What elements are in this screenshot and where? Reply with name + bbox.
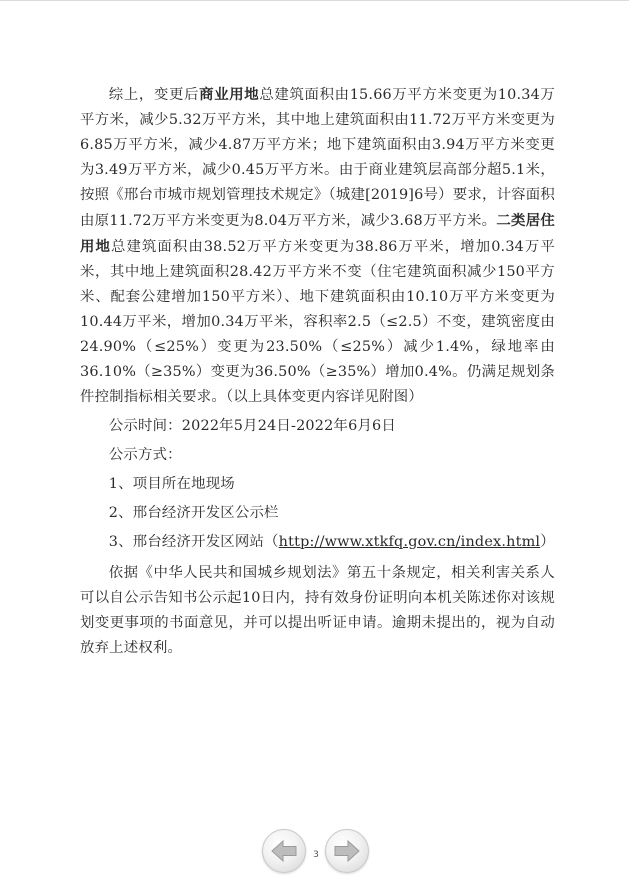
page-number: 3 (313, 850, 319, 860)
summary-text-1: 综上，变更后 (108, 87, 200, 103)
residential-land-term: 二类居住用地 (80, 212, 555, 255)
summary-paragraph (80, 82, 555, 410)
website-link[interactable]: http://www.xtkfq.gov.cn/index.html (278, 534, 541, 550)
notice-method-item: 1、项目所在地现场 (108, 476, 235, 492)
website-prefix: 3、邢台经济开发区网站（ (108, 534, 279, 550)
arrow-left-icon (270, 839, 298, 863)
page-top-border (0, 0, 629, 1)
arrow-right-icon (333, 839, 361, 863)
notice-time: 公示时间：2022年5月24日-2022年6月6日 (108, 418, 396, 434)
closing-paragraph: 依据《中华人民共和国城乡规划法》第五十条规定，相关利害关系人可以自公示告知书公示起10日内，持有效身份证明向本机关陈述你对该规划变更事项的书面意见，并可以提出听证申请。逾期未提出的，视为自动放弃上述权利。 (80, 565, 555, 656)
summary-text-3: 总建筑面积由38.52万平方米变更为38.86万平米，增加0.34万平米，其中地上建筑面积28.42万平方米不变（住宅建筑面积减少150平方米、配套公建增加150平方米）、地下建筑面积由10.10万平方米变更为10.44万平米，增加0.34万平米，容积率2.5（≤2.5）不变，建筑密度由24.90%（≤25%）变更为23.50%（≤25%）减少1.4%，绿地率由36.10%（≥35%）变更为36.50%（≥35%）增加0.4%。仍满足规划条件控制指标相关要求。（以上具体变更内容详见附图） (80, 239, 555, 405)
previous-page-button[interactable] (262, 829, 306, 873)
page-navigation (0, 826, 629, 876)
summary-text-2: 总建筑面积由15.66万平方米变更为10.34万平方米，减少5.32万平方米，其中地上建筑面积由11.72万平方米变更为6.85万平方米，减少4.87万平方米；地下建筑面积由3.94万平方米变更为3.49万平方米，减少0.45万平方米。由于商业建筑层高部分超5.1米，按照《邢台市城市规划管理技术规定》（城建[2019]6号）要求，计容面积由原11.72万平方米变更为8.04万平方米，减少3.68万平方米。 (80, 87, 556, 229)
document-body (80, 82, 555, 661)
commercial-land-term: 商业用地 (199, 86, 260, 103)
notice-method-label: 公示方式： (108, 447, 182, 463)
notice-method-item-website (80, 530, 555, 555)
next-page-button[interactable] (325, 829, 369, 873)
notice-method-item: 2、邢台经济开发区公示栏 (108, 505, 279, 521)
website-suffix: ） (540, 534, 555, 550)
